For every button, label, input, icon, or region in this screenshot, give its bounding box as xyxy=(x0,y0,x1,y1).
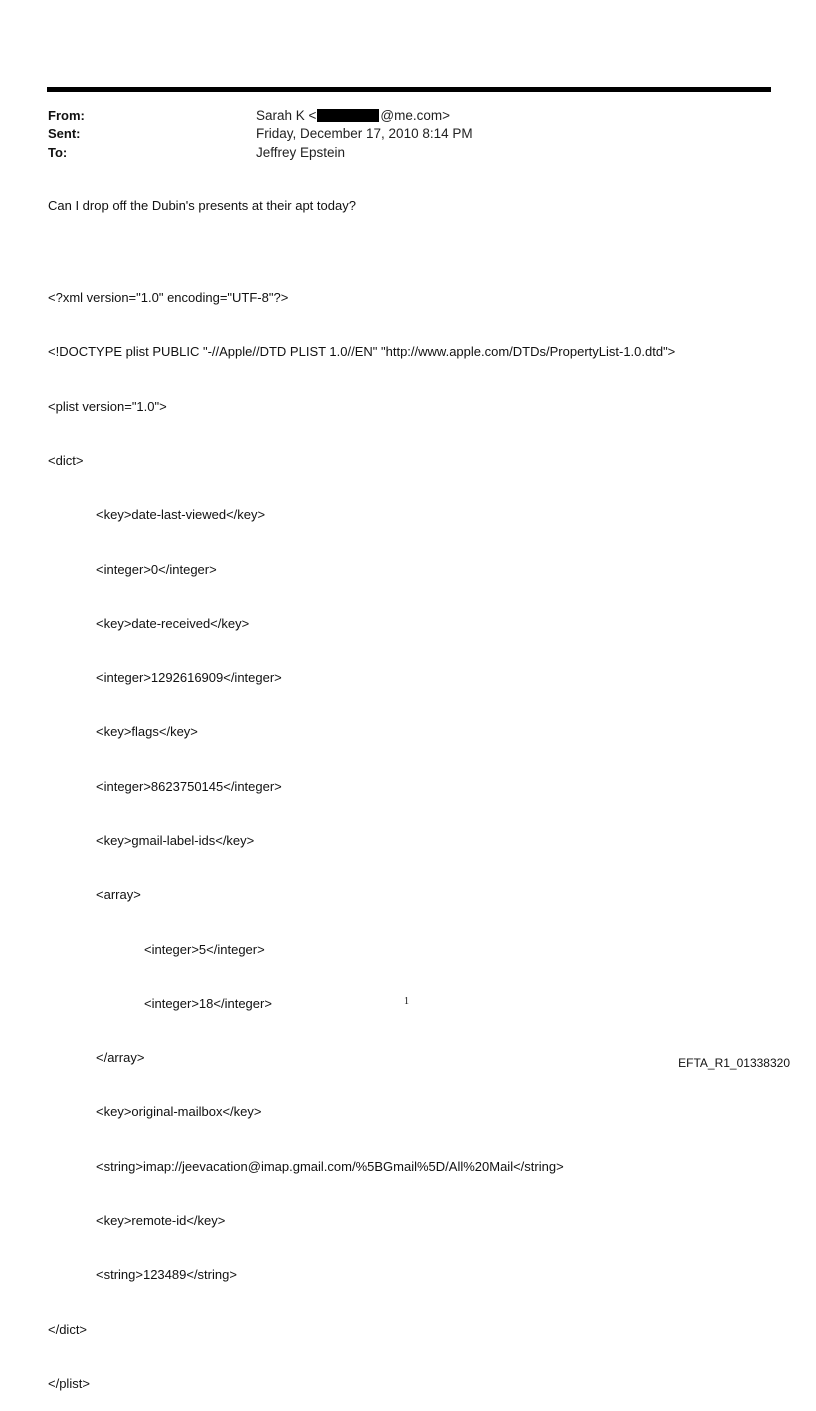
header-rule xyxy=(47,87,771,92)
plist-line: <integer>8623750145</integer> xyxy=(96,778,282,794)
plist-line: <key>gmail-label-ids</key> xyxy=(96,833,255,848)
plist-line: <key>remote-id</key> xyxy=(96,1212,226,1228)
plist-line: <integer>5</integer> xyxy=(144,941,265,957)
page-number: 1 xyxy=(404,996,409,1007)
to-value: Jeffrey Epstein xyxy=(256,145,346,160)
document-id: EFTA_R1_01338320 xyxy=(678,1056,790,1070)
plist-line: <integer>18</integer> xyxy=(144,995,272,1011)
plist-line: <key>original-mailbox</key> xyxy=(96,1104,262,1120)
plist-line: <dict> xyxy=(48,453,84,469)
plist-line: <key>flags</key> xyxy=(96,724,198,740)
plist-line: </dict> xyxy=(48,1321,88,1337)
from-value xyxy=(256,108,450,123)
plist-line: <!DOCTYPE plist PUBLIC "-//Apple//DTD PLIST 1.0//EN" "http://www.apple.com/DTDs/PropertyList-1.0.dtd"> xyxy=(48,344,676,360)
plist-block xyxy=(48,253,675,1411)
sent-value: Friday, December 17, 2010 8:14 PM xyxy=(256,126,473,141)
plist-line: <integer>1292616909</integer> xyxy=(96,670,282,686)
from-label: From: xyxy=(48,108,85,123)
plist-line: </plist> xyxy=(48,1375,90,1391)
plist-line: <string>123489</string> xyxy=(96,1267,237,1283)
plist-line: <array> xyxy=(96,887,141,903)
plist-line: <?xml version="1.0" encoding="UTF-8"?> xyxy=(48,290,289,306)
plist-line: </array> xyxy=(96,1050,145,1066)
email-body: Can I drop off the Dubin's presents at their apt today? xyxy=(48,198,356,213)
plist-line: <key>date-last-viewed</key> xyxy=(96,507,266,523)
plist-line: <integer>0</integer> xyxy=(96,561,217,577)
from-name: Sarah K < xyxy=(256,108,317,123)
plist-line: <key>date-received</key> xyxy=(96,615,250,631)
plist-line: <plist version="1.0"> xyxy=(48,398,167,414)
plist-line: <string>imap://jeevacation@imap.gmail.com/%5BGmail%5D/All%20Mail</string> xyxy=(96,1158,564,1174)
redaction-box xyxy=(317,109,379,122)
to-label: To: xyxy=(48,145,68,160)
from-domain: @me.com> xyxy=(380,108,451,123)
sent-label: Sent: xyxy=(48,126,81,141)
